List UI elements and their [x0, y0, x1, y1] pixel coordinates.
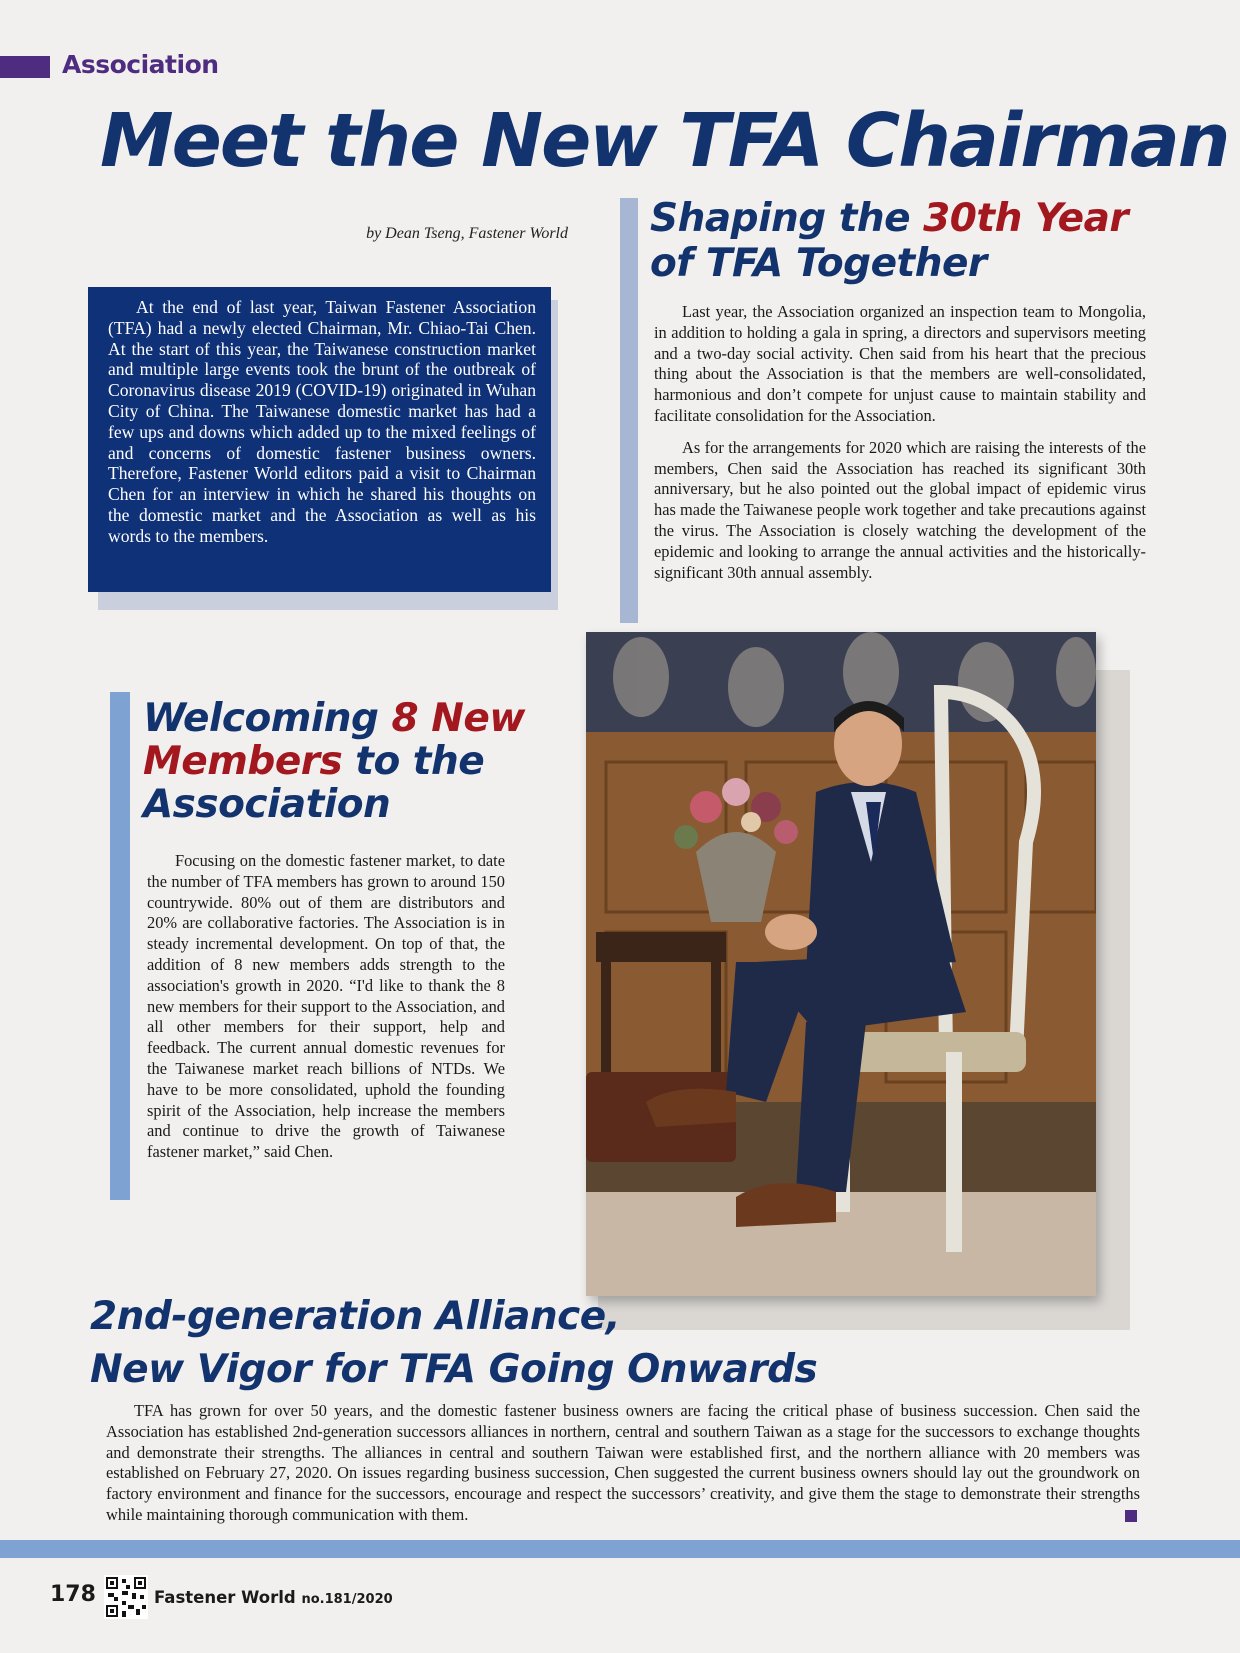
section-marker — [0, 56, 50, 78]
welcome-heading-highlight-2: Members — [143, 739, 343, 784]
welcome-heading-part1: Welcoming — [143, 696, 392, 741]
welcome-body — [147, 851, 505, 1163]
welcome-heading-part2: to the — [342, 739, 485, 784]
intro-paragraph: At the end of last year, Taiwan Fastener Association (TFA) had a newly elected Chairman, Mr. Chiao-Tai Chen. At the start of this year, the Taiwanese construction market and multiple large events took the brunt of the outbreak of Coronavirus disease 2019 (COVID-19) originated in Wuhan City of China. The Taiwanese domestic market has had a few ups and downs which added up to the mixed feelings of and concerns of domestic fastener business owners. Therefore, Fastener World editors paid a visit to Chairman Chen for an interview in which he shared his thoughts on the domestic market and the Association as well as his words to the members. — [108, 297, 536, 546]
alliance-body — [106, 1401, 1140, 1526]
publication-name — [154, 1588, 393, 1607]
section-tag: Association — [62, 50, 219, 79]
alliance-heading — [90, 1290, 1040, 1396]
issue-number: no.181/2020 — [301, 1592, 393, 1607]
shaping-heading — [650, 196, 1170, 286]
welcome-paragraph: Focusing on the domestic fastener market, to date the number of TFA members has grown to around 150 countrywide. 80% out of them are distributors and 20% are collaborative factories. The Association is in steady incremental development. On top of that, the addition of 8 new members adds strength to the association's growth in 2020. “I'd like to thank the 8 new members for their support to the Association, and all other members for their support, help and feedback. The current annual domestic revenues for the Taiwanese market reach billions of NTDs. We have to be more consolidated, uphold the founding spirit of the Association, help increase the members and continue to drive the growth of Taiwanese fastener market,” said Chen. — [147, 851, 505, 1162]
alliance-paragraph: TFA has grown for over 50 years, and the domestic fastener business owners are facing the critical phase of business succession. Chen said the Association has established 2nd-generation successors alliances in northern, central and southern Taiwan as a stage for the successors to exchange thoughts and demonstrate their strengths. The alliances in central and southern Taiwan were established first, and the northern alliance with 20 members was established on February 27, 2020. On issues regarding business succession, Chen suggested the current business owners should lay out the groundwork on factory environment and finance for the successors, encourage and respect the successors’ creativity, and give them the stage to demonstrate their strengths while maintaining thorough communication with them. — [106, 1401, 1140, 1524]
alliance-heading-line2: New Vigor for TFA Going Onwards — [90, 1347, 818, 1392]
shaping-paragraph-1: Last year, the Association organized an inspection team to Mongolia, in addition to holding a gala in spring, a directors and supervisors meeting and a two-day social activity. Chen said from his heart that the precious thing about the Association is that the members are well-consolidated, harmonious and don’t compete for unjust cause to maintain stability and facilitate consolidation for the Association. — [654, 302, 1146, 425]
accent-bar — [620, 198, 638, 623]
shaping-heading-highlight: 30th Year — [923, 196, 1129, 241]
publication-title: Fastener World — [154, 1588, 296, 1607]
chairman-photo — [586, 632, 1096, 1296]
shaping-body — [654, 302, 1146, 583]
welcome-heading-line3: Association — [143, 782, 391, 827]
welcome-heading — [143, 697, 573, 826]
intro-box — [88, 287, 551, 592]
byline: by Dean Tseng, Fastener World — [366, 225, 568, 242]
end-of-article-mark — [1125, 1510, 1137, 1522]
alliance-heading-line1: 2nd-generation Alliance, — [90, 1294, 621, 1339]
shaping-heading-part1: Shaping the — [650, 196, 924, 241]
page-number: 178 — [50, 1582, 96, 1607]
qr-code-icon — [104, 1575, 148, 1619]
footer-bar — [0, 1540, 1240, 1558]
accent-bar — [110, 692, 130, 1200]
shaping-heading-line2: of TFA Together — [650, 241, 987, 286]
welcome-heading-highlight-1: 8 New — [391, 696, 525, 741]
shaping-paragraph-2: As for the arrangements for 2020 which are raising the interests of the members, Chen said the Association has reached its significant 30th anniversary, but he also pointed out the global impact of epidemic virus has made the Taiwanese people work together and take precautions against the virus. The Association is closely watching the development of the epidemic and looking to arrange the annual activities and the historically-significant 30th annual assembly. — [654, 437, 1146, 582]
page-title: Meet the New TFA Chairman — [100, 98, 1229, 184]
